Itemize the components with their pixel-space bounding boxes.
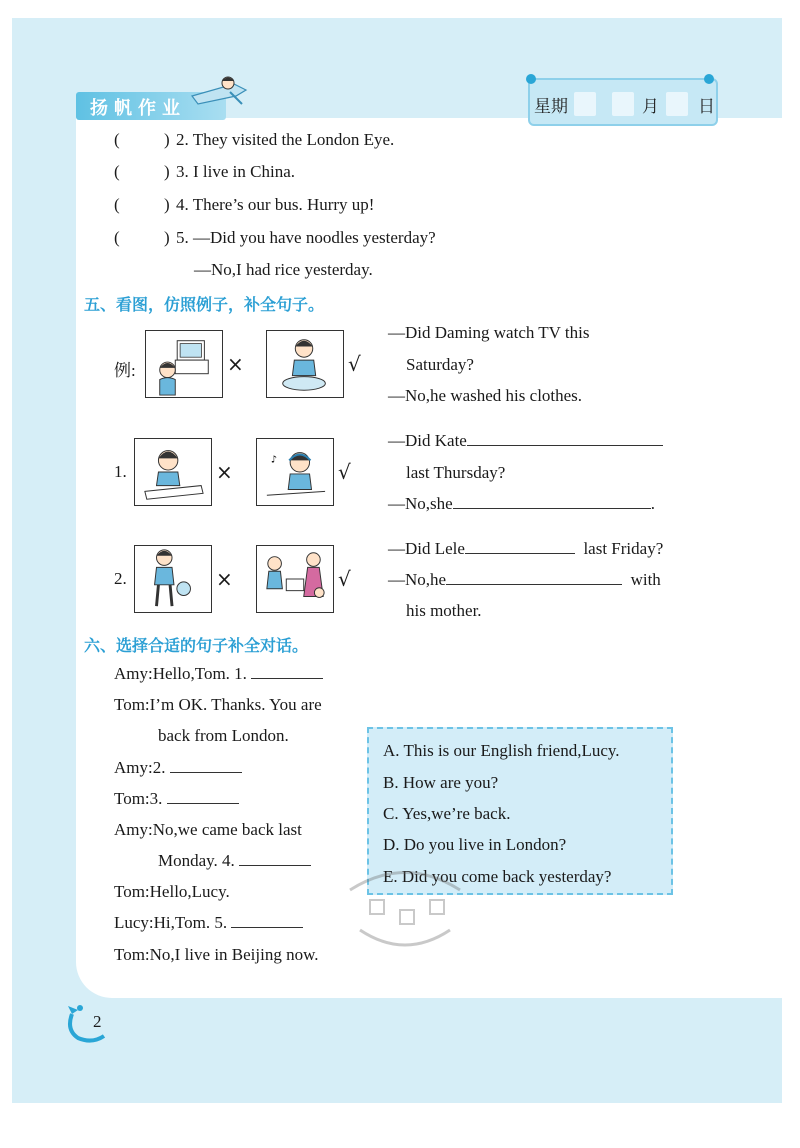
example-label: 例: [114,361,136,380]
pin-icon [526,74,536,84]
play-basketball-picture [134,545,212,613]
dialog-text: Lucy:Hi,Tom. 5. [114,913,228,932]
watermark-stamp-icon [330,860,480,970]
dialog-line [158,851,311,871]
week-input[interactable] [574,92,596,116]
dialog-blank-3[interactable] [167,790,239,804]
dialog-blank-5[interactable] [231,914,303,928]
cross-mark: × [216,567,233,591]
dialog-text: Amy:Hello,Tom. 1. [114,664,247,683]
q2-blank-1[interactable] [465,540,575,554]
dialog-line [114,664,323,684]
option-d: D. Do you live in London? [383,835,567,854]
answer-paren-open: ( [114,130,120,149]
q2-line3: his mother. [406,601,482,620]
cross-mark: × [216,460,233,484]
answer-paren-open: ( [114,162,120,181]
check-mark: √ [338,460,351,484]
dialog-line [114,789,239,809]
q2-line2 [388,570,661,590]
q2-line2-tail: with [630,570,661,589]
answer-paren-open: ( [114,228,120,247]
dialog-blank-1[interactable] [251,665,323,679]
wash-clothes-picture [266,330,344,398]
example-question-line2: Saturday? [406,355,474,374]
banner-title: 扬帆作业 [90,98,186,119]
check-mark: √ [348,352,361,376]
dialog-line: Tom:Hello,Lucy. [114,882,230,901]
check-mark: √ [338,567,351,591]
dialog-text: Amy:2. [114,758,166,777]
month-input[interactable] [612,92,634,116]
answer-paren-close: ) [164,162,170,181]
example-question-line1: —Did Daming watch TV this [388,323,590,342]
dialog-blank-4[interactable] [239,852,311,866]
section-title: 六、选择合适的句子补全对话。 [84,636,309,655]
dialog-line: Amy:No,we came back last [114,820,302,839]
pin-icon [704,74,714,84]
q2-line1 [388,539,663,559]
watch-tv-picture [145,330,223,398]
answer-paren-close: ) [164,195,170,214]
question-item: 5. —Did you have noodles yesterday? [176,228,436,247]
option-c: C. Yes,we’re back. [383,804,511,823]
writing-picture [134,438,212,506]
svg-text:♪: ♪ [270,454,277,466]
answer-paren-close: ) [164,228,170,247]
q1-line2: last Thursday? [406,463,506,482]
q2-line2-text: —No,he [388,570,447,589]
answer-paren-open: ( [114,195,120,214]
q1-line1 [388,431,663,451]
option-a: A. This is our English friend,Lucy. [383,741,620,760]
cook-with-mother-picture [256,545,334,613]
week-label: 星期 [534,97,568,117]
q2-line1-text: —Did Lele [388,539,465,558]
q2-blank-2[interactable] [446,571,622,585]
q1-line3 [388,494,655,514]
q1-line1-text: —Did Kate [388,431,467,450]
listen-music-picture [256,438,334,506]
q1-line3-text: —No,she [388,494,453,513]
q2-line1-tail: last Friday? [583,539,664,558]
question-item-answer: —No,I had rice yesterday. [194,260,373,279]
month-label: 月 [642,97,659,117]
question-item: 2. They visited the London Eye. [176,130,395,149]
dialog-blank-2[interactable] [170,759,242,773]
q1-line3-period: . [650,494,655,513]
dolphin-icon [64,1000,114,1044]
example-answer: —No,he washed his clothes. [388,386,583,405]
dialog-text: Tom:3. [114,789,163,808]
cross-mark: × [227,352,244,376]
page-number: 2 [93,1012,102,1031]
question-item: 4. There’s our bus. Hurry up! [176,195,375,214]
answer-paren-close: ) [164,130,170,149]
section-title: 五、看图，仿照例子，补全句子。 [84,295,325,314]
question-item: 3. I live in China. [176,162,295,181]
day-label: 日 [698,97,715,117]
q1-blank-2[interactable] [453,495,651,509]
boy-on-plane-icon [190,74,250,110]
dialog-line: Tom:I’m OK. Thanks. You are [114,695,322,714]
q1-blank-1[interactable] [467,432,663,446]
dialog-line [114,913,303,933]
dialog-line [114,758,242,778]
question-number: 1. [114,462,127,481]
dialog-text: Monday. 4. [158,851,235,870]
option-e: E. Did you come back yesterday? [383,867,612,886]
dialog-line: back from London. [158,726,289,745]
question-number: 2. [114,569,127,588]
day-input[interactable] [666,92,688,116]
dialog-line: Tom:No,I live in Beijing now. [114,945,319,964]
option-b: B. How are you? [383,773,499,792]
